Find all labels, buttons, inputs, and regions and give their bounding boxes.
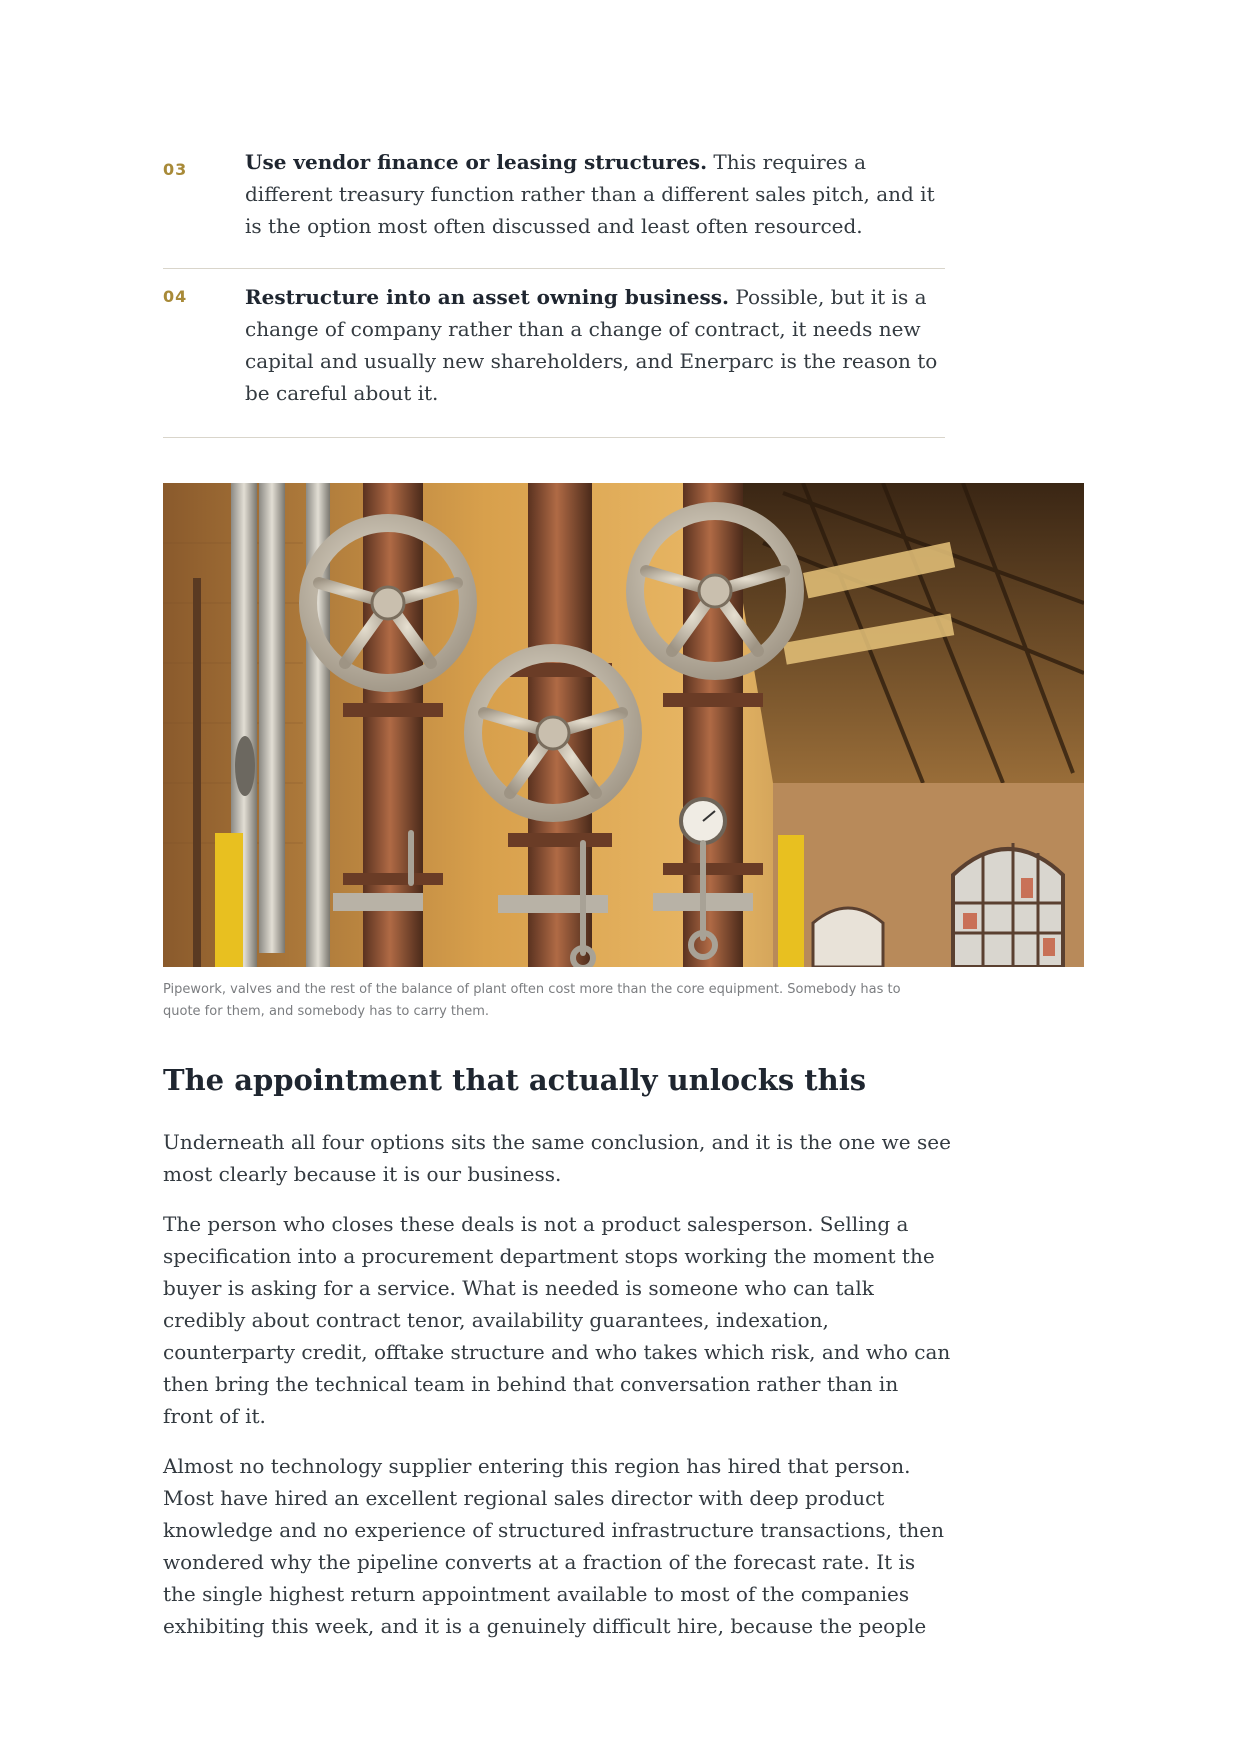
pressure-gauge [681,799,725,843]
body-paragraph: The person who closes these deals is not a product salesperson. Selling a specification into a procurement department stops working the moment the buyer is asking for a service. What is needed is someone who can talk credibly about contract tenor, availability guarantees, indexation, counterparty credit, offtake structure and who takes which risk, and who can then bring the technical team in behind that conversation rather than in front of it. [163,1212,951,1428]
pipework-illustration [163,483,1084,967]
figure-caption: Pipework, valves and the rest of the balance of plant often cost more than the core equipment. Somebody has to quote for them, and somebody has to carry them. [163,982,901,1019]
option-text [245,146,945,242]
body-paragraph: Almost no technology supplier entering this region has hired that person. Most have hired an excellent regional sales director with deep product knowledge and no experience of structured infrastructure transactions, then wondered why the pipeline converts at a fraction of the forecast rate. It is the single highest return appointment available to most of the companies exhibiting this week, and it is a genuinely difficult hire, because the people [163,1454,945,1638]
option-number: 03 [163,160,188,179]
option-lead: Use vendor finance or leasing structures. [245,150,708,174]
option-item [163,140,945,269]
pipework-photo [163,483,1084,967]
option-lead: Restructure into an asset owning business. [245,285,729,309]
body-paragraph: Underneath all four options sits the same conclusion, and it is the one we see most clearly because it is our business. [163,1130,951,1186]
numbered-options-list [163,140,945,438]
section-heading: The appointment that actually unlocks this [163,1063,867,1097]
option-item [163,269,945,438]
option-number: 04 [163,287,188,306]
option-body: This requires a different treasury function rather than a different sales pitch, and it is the option most often discussed and least often resourced. [245,150,935,238]
option-body: Possible, but it is a change of company rather than a change of contract, it needs new capital and usually new shareholders, and Enerparc is the reason to be careful about it. [245,285,938,405]
section-body [163,1126,953,1660]
option-text [245,281,945,409]
